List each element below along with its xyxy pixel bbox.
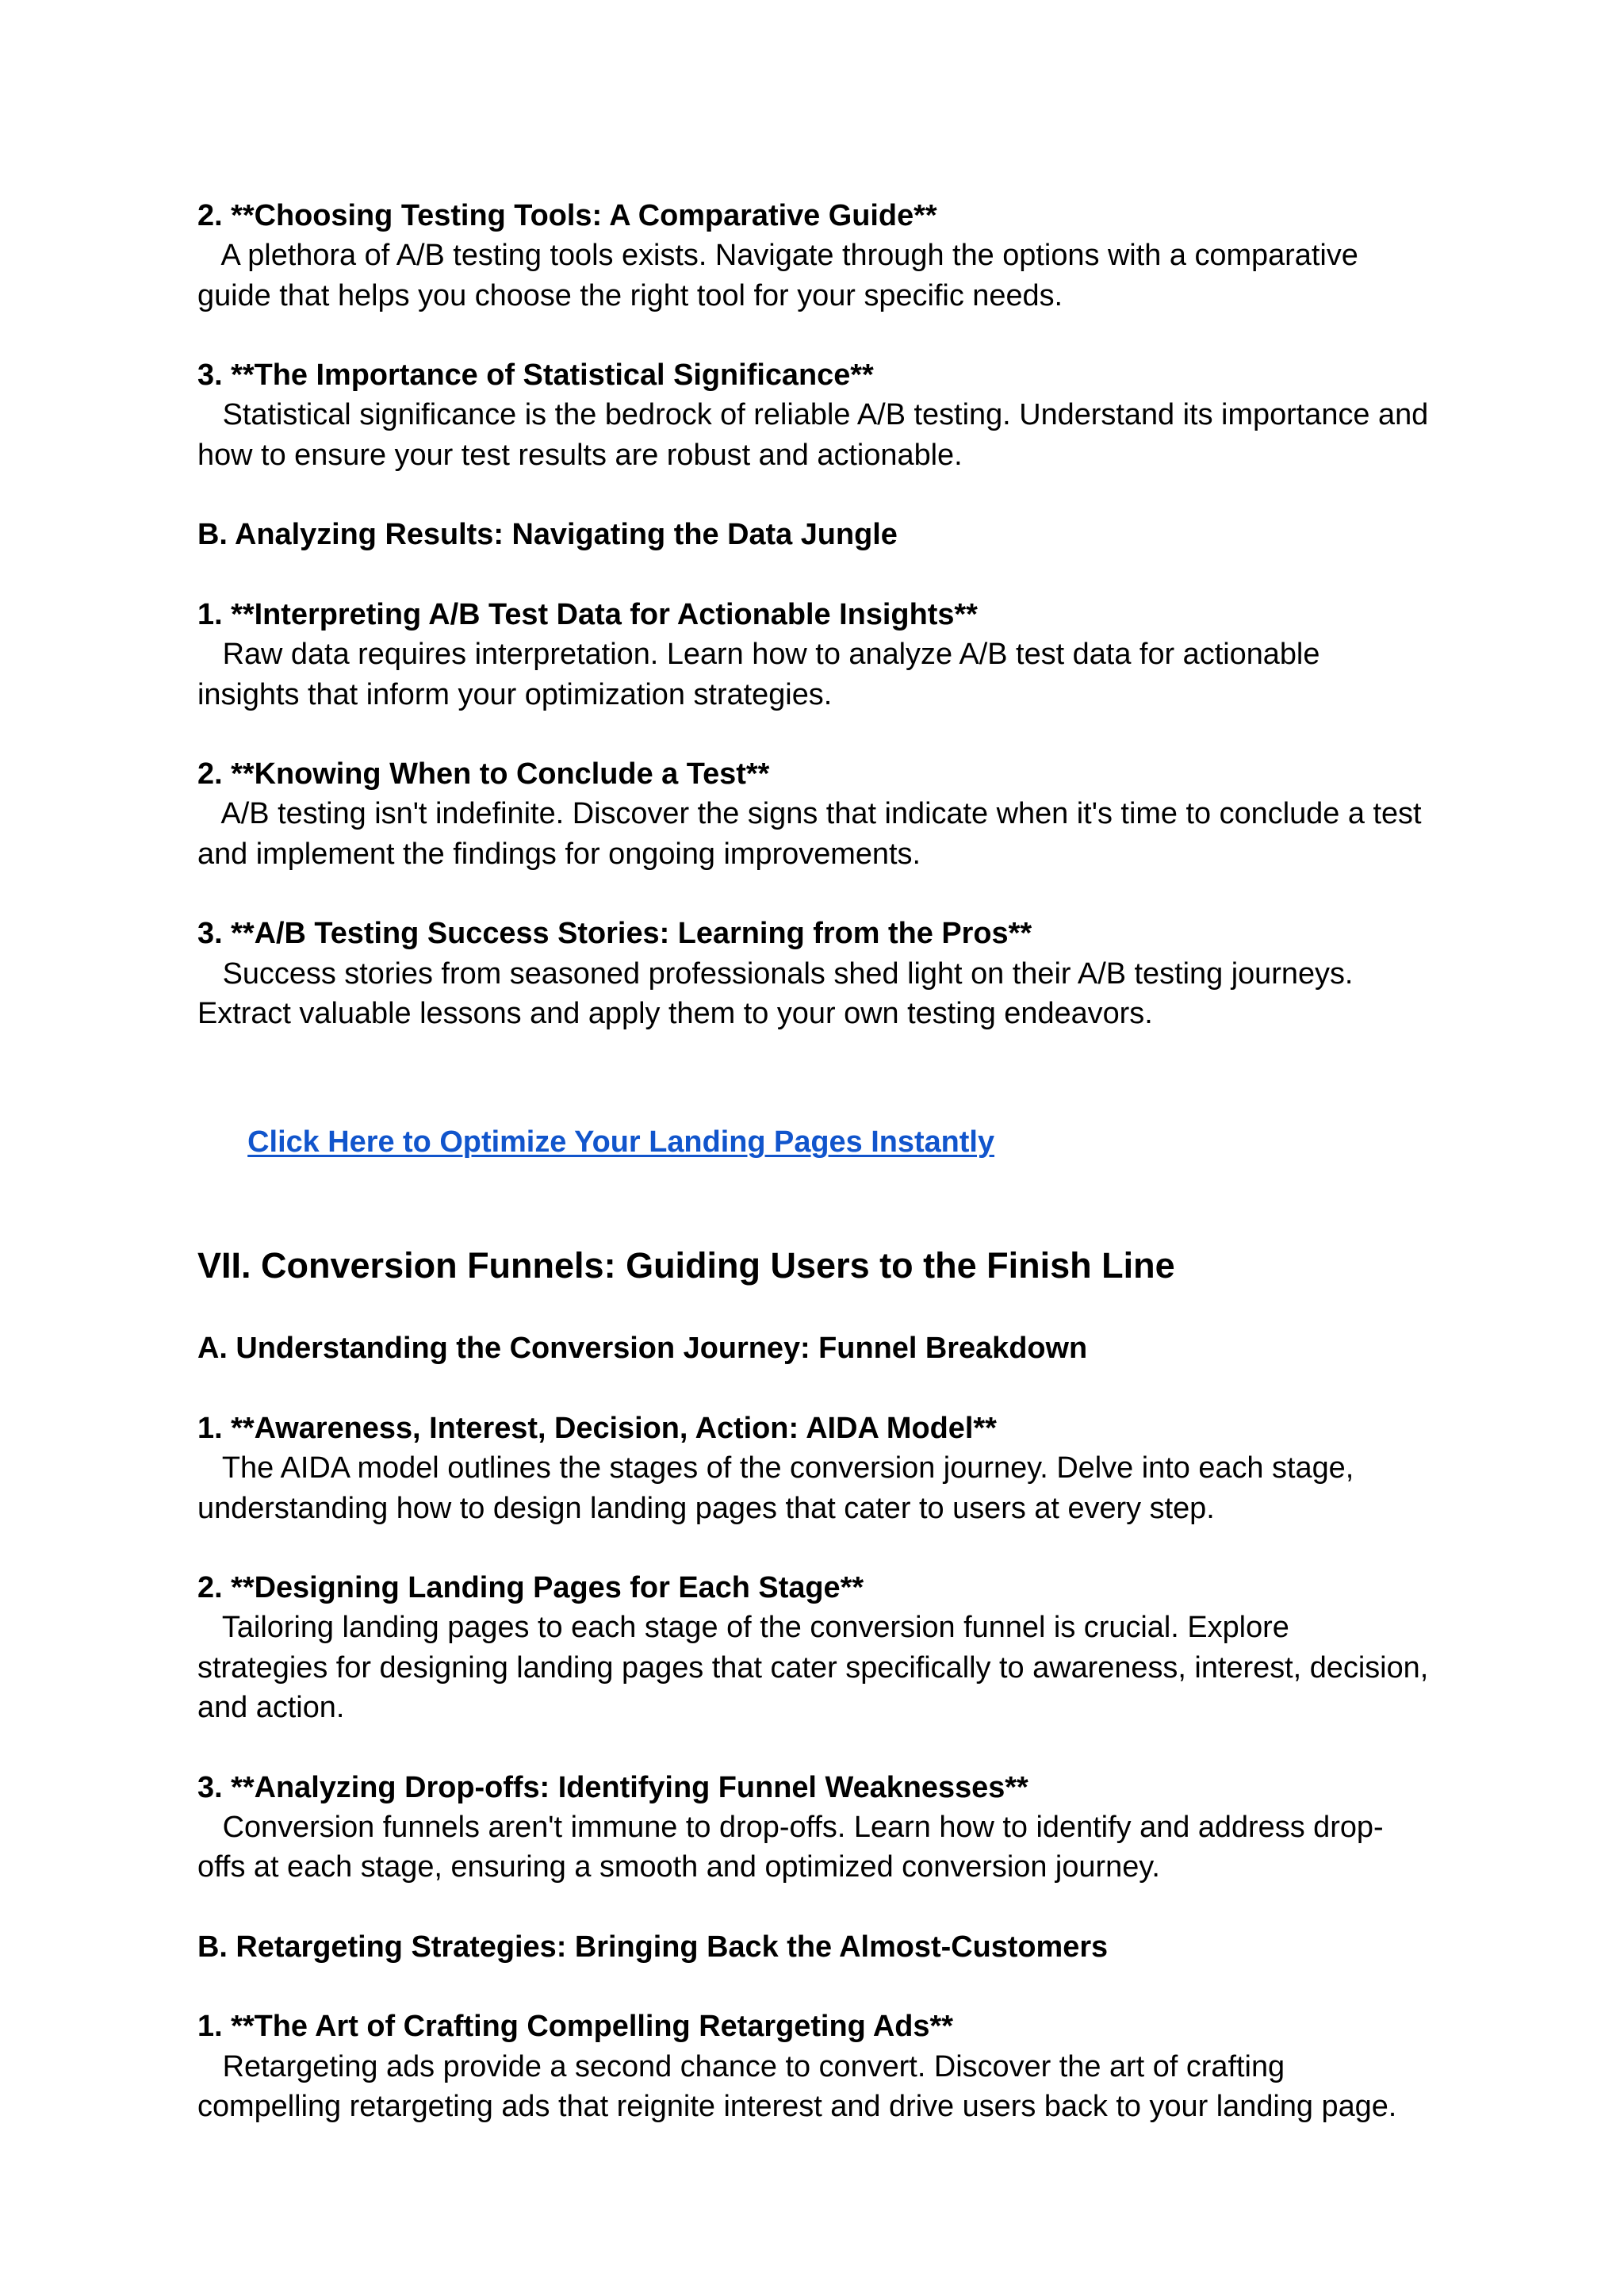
item-body: Success stories from seasoned professionals shed light on their A/B testing journeys. Extract valuable lessons and apply them to your own testing endeavors.	[197, 956, 1354, 1030]
list-item	[197, 2007, 1482, 2126]
item-heading: 1. **The Art of Crafting Compelling Retargeting Ads**	[197, 2010, 953, 2044]
item-body: Retargeting ads provide a second chance to convert. Discover the art of crafting compelling retargeting ads that reignite interest and drive users back to your landing page.	[197, 2049, 1397, 2123]
item-heading: 3. **Analyzing Drop-offs: Identifying Funnel Weaknesses**	[197, 1770, 1028, 1804]
item-heading: 3. **The Importance of Statistical Significance**	[197, 358, 874, 393]
list-item	[197, 1768, 1482, 1888]
list-item	[197, 1568, 1482, 1727]
item-body: Statistical significance is the bedrock of reliable A/B testing. Understand its importance and how to ensure your test results are robust and actionable.	[197, 398, 1429, 472]
list-item	[197, 355, 1482, 475]
list-item	[197, 595, 1482, 715]
cta-link[interactable]: Click Here to Optimize Your Landing Pages Instantly	[247, 1125, 995, 1159]
subsection-heading: A. Understanding the Conversion Journey: Funnel Breakdown	[197, 1332, 1088, 1366]
list-item	[197, 914, 1482, 1033]
subsection-heading: B. Analyzing Results: Navigating the Data Jungle	[197, 518, 898, 552]
item-body: A/B testing isn't indefinite. Discover the signs that indicate when it's time to conclude a test and implement the findings for ongoing improvements.	[197, 797, 1422, 871]
list-item	[197, 1409, 1482, 1528]
document-content	[197, 196, 1482, 2126]
item-heading: 2. **Knowing When to Conclude a Test**	[197, 757, 770, 792]
item-heading: 3. **A/B Testing Success Stories: Learning from the Pros**	[197, 917, 1032, 951]
item-heading: 1. **Awareness, Interest, Decision, Action: AIDA Model**	[197, 1411, 997, 1445]
item-heading: 1. **Interpreting A/B Test Data for Actionable Insights**	[197, 597, 978, 631]
list-item	[197, 754, 1482, 874]
item-body: Tailoring landing pages to each stage of the conversion funnel is crucial. Explore strategies for designing landing pages that cater specifically to awareness, interest, decision, and action.	[197, 1611, 1429, 1724]
subsection-heading: B. Retargeting Strategies: Bringing Back the Almost-Customers	[197, 1930, 1109, 1964]
cta-link-line	[197, 1083, 1482, 1202]
list-item	[197, 196, 1482, 316]
item-heading: 2. **Choosing Testing Tools: A Comparative Guide**	[197, 199, 937, 232]
item-body: The AIDA model outlines the stages of the conversion journey. Delve into each stage, understanding how to design landing pages that cater to users at every step.	[197, 1451, 1354, 1525]
section-title: VII. Conversion Funnels: Guiding Users to the Finish Line	[197, 1245, 1175, 1286]
item-body: Raw data requires interpretation. Learn how to analyze A/B test data for actionable insights that inform your optimization strategies.	[197, 638, 1320, 711]
item-heading: 2. **Designing Landing Pages for Each Stage**	[197, 1571, 864, 1605]
item-body: Conversion funnels aren't immune to drop-offs. Learn how to identify and address drop- offs at each stage, ensuring a smooth and optimized conversion journey.	[197, 1810, 1384, 1884]
item-body: A plethora of A/B testing tools exists. Navigate through the options with a comparative guide that helps you choose the right tool for your specific needs.	[197, 239, 1358, 312]
